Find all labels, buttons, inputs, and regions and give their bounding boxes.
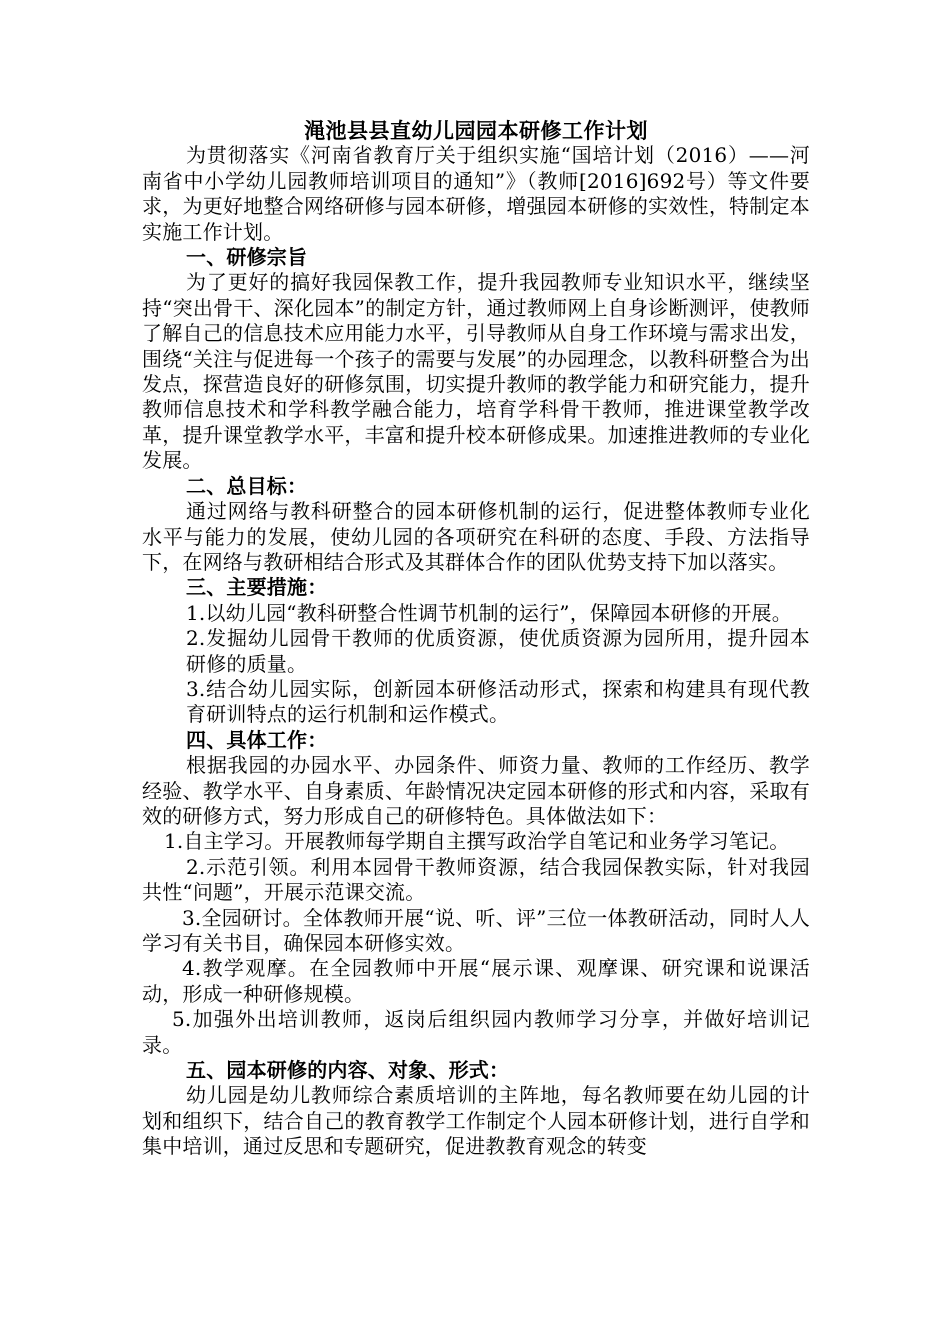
section-body-purpose: 为了更好的搞好我园保教工作，提升我园教师专业知识水平，继续坚持“突出骨干、深化园本”的制定方针，通过教师网上自身诊断测评，使教师了解自己的信息技术应用能力水平，引导教师从自身工作环境与需求出发，围绕“关注与促进每一个孩子的需要与发展”的办园理念，以教科研整合为出发点，探营造良好的研修氛围，切实提升教师的教学能力和研究能力，提升教师信息技术和学科教学融合能力，培育学科骨干教师，推进课堂教学改革，提升课堂教学水平，丰富和提升校本研修成果。加速推进教师的专业化发展。 <box>142 270 810 473</box>
section-heading-measures: 三、主要措施： <box>186 575 328 600</box>
work-item-3: 3.全园研讨。全体教师开展“说、听、评”三位一体教研活动，同时人人学习有关书目，确保园本研修实效。 <box>142 905 810 955</box>
measure-item-3: 3.结合幼儿园实际，创新园本研修活动形式，探索和构建具有现代教育研训特点的运行机制和运作模式。 <box>186 676 810 727</box>
section-heading-work: 四、具体工作： <box>186 727 328 752</box>
section-heading-content: 五、园本研修的内容、对象、形式： <box>186 1058 510 1083</box>
section-body-goal: 通过网络与教科研整合的园本研修机制的运行，促进整体教师专业化水平与能力的发展，使幼儿园的各项研究在科研的态度、手段、方法指导下，在网络与教研相结合形式及其群体合作的团队优势支持下加以落实。 <box>142 499 810 574</box>
section-heading-goal: 二、总目标： <box>186 473 308 498</box>
section-body-work: 根据我园的办园水平、办园条件、师资力量、教师的工作经历、教学经验、教学水平、自身素质、年龄情况决定园本研修的形式和内容，采取有效的研修方式，努力形成自己的研修特色。具体做法如下： <box>142 753 810 828</box>
intro-paragraph: 为贯彻落实《河南省教育厅关于组织实施“国培计划（2016）——河南省中小学幼儿园教师培训项目的通知”》（教师[2016]692号）等文件要求，为更好地整合网络研修与园本研修，增强园本研修的实效性，特制定本实施工作计划。 <box>142 143 810 244</box>
measure-item-2: 2.发掘幼儿园骨干教师的优质资源，使优质资源为园所用，提升园本研修的质量。 <box>186 626 810 676</box>
work-item-5: 5.加强外出培训教师，返岗后组织园内教师学习分享，并做好培训记录。 <box>142 1007 810 1057</box>
section-body-content: 幼儿园是幼儿教师综合素质培训的主阵地，每名教师要在幼儿园的计划和组织下，结合自己的教育教学工作制定个人园本研修计划，进行自学和集中培训，通过反思和专题研究，促进教教育观念的转变 <box>142 1083 810 1159</box>
work-item-4: 4.教学观摩。在全园教师中开展“展示课、观摩课、研究课和说课活动，形成一种研修规模。 <box>142 956 810 1006</box>
section-heading-purpose: 一、研修宗旨 <box>186 245 308 270</box>
work-item-1: 1.自主学习。开展教师每学期自主撰写政治学自笔记和业务学习笔记。 <box>164 829 790 854</box>
measure-item-1: 1.以幼儿园“教科研整合性调节机制的运行”，保障园本研修的开展。 <box>186 600 792 625</box>
document-page <box>142 118 810 1160</box>
document-title: 渑池县县直幼儿园园本研修工作计划 <box>304 118 648 143</box>
work-item-2: 2.示范引领。利用本园骨干教师资源，结合我园保教实际，针对我园共性“问题”，开展示范课交流。 <box>142 854 810 905</box>
